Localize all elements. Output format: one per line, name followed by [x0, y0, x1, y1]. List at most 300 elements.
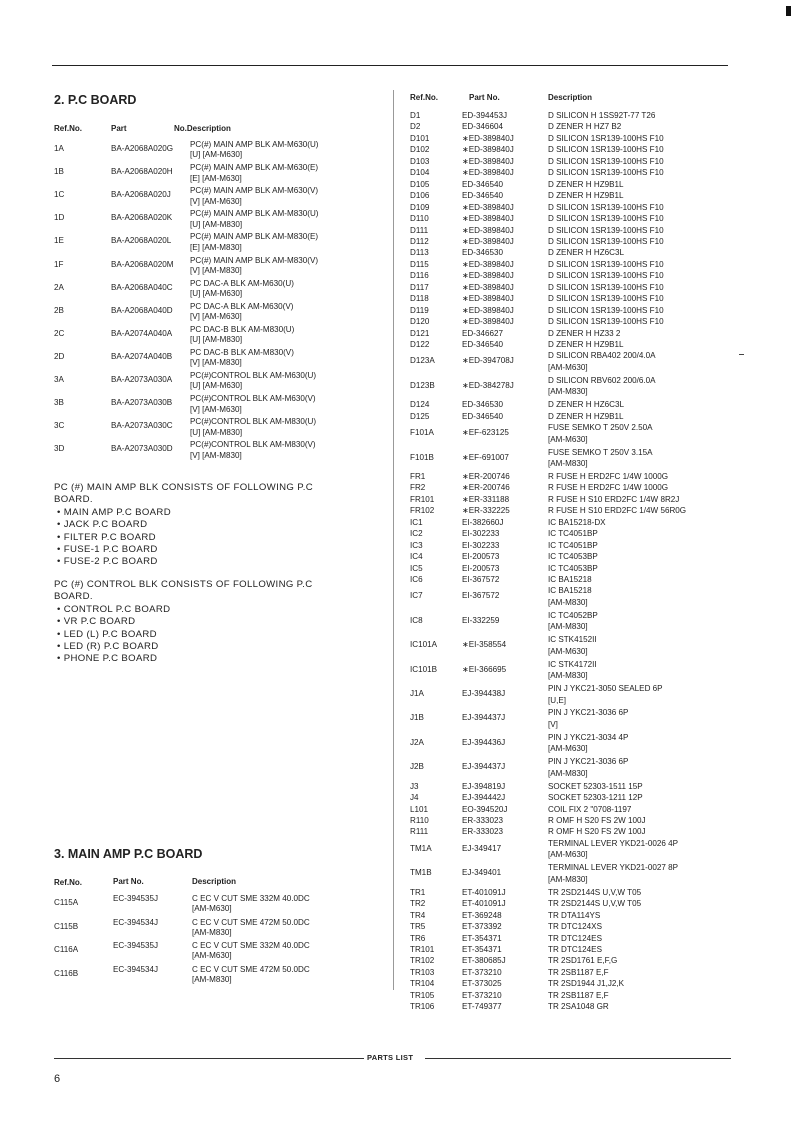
ref-no: C115A	[54, 898, 79, 907]
description-note: [AM-M630]	[548, 434, 588, 444]
ref-no: J1A	[410, 689, 424, 699]
page-number: 6	[54, 1073, 61, 1085]
part-no: EC-394535J	[113, 941, 158, 950]
part-no: ET-380685J	[462, 956, 506, 966]
ref-no: J3	[410, 781, 419, 791]
ref-no: FR101	[410, 494, 435, 504]
part-no: ∗ED-389840J	[462, 271, 514, 281]
description: PC(#)CONTROL BLK AM-M830(U)	[190, 417, 317, 427]
ref-no: TR106	[410, 1002, 435, 1012]
part-no: ∗ED-389840J	[462, 214, 514, 224]
description: D SILICON 1SR139-100HS F10	[548, 271, 664, 281]
note-heading: PC (#) CONTROL BLK CONSISTS OF FOLLOWING P.C	[54, 579, 313, 590]
part-no: ET-354371	[462, 933, 502, 943]
description-note: [V] [AM-M630]	[190, 312, 242, 322]
ref-no: D116	[410, 271, 429, 281]
description: PC(#)CONTROL BLK AM-M630(V)	[190, 394, 316, 404]
description: PC DAC-B BLK AM-M830(U)	[190, 324, 295, 334]
ref-no: 2C	[54, 328, 65, 338]
description: TERMINAL LEVER YKD21-0027 8P	[548, 863, 679, 873]
ref-no: 3C	[54, 421, 65, 431]
description: TERMINAL LEVER YKD21-0026 4P	[548, 838, 679, 848]
ref-no: FR1	[410, 471, 426, 481]
list-item: • FUSE-1 P.C BOARD	[57, 544, 158, 556]
description-note: [U] [AM-M830]	[190, 427, 243, 437]
part-no: EI-367572	[462, 575, 500, 584]
description: D ZENER H HZ33 2	[548, 328, 621, 338]
part-no: BA-A2068A020M	[111, 259, 174, 269]
ref-no: F101B	[410, 452, 434, 462]
description: PC(#) MAIN AMP BLK AM-M630(V)	[190, 186, 319, 196]
ref-no: D123A	[410, 356, 435, 366]
ref-no: IC1	[410, 517, 423, 527]
description: IC TC4053BP	[548, 563, 598, 573]
description: D ZENER H HZ6C3L	[548, 400, 625, 410]
description: COIL FIX 2 "0708-1197	[548, 804, 632, 814]
footer-rule-left	[54, 1058, 364, 1059]
ref-no: J4	[410, 793, 419, 803]
list-item: • LED (L) P.C BOARD	[57, 628, 157, 640]
part-no: ∗ED-389840J	[462, 282, 514, 292]
ref-no: IC5	[410, 563, 423, 573]
description-note: [V] [AM-M630]	[190, 196, 242, 206]
description: PC(#)CONTROL BLK AM-M630(U)	[190, 371, 317, 380]
part-no: ET-373392	[462, 922, 502, 932]
part-no: ∗ER-200746	[462, 471, 510, 481]
ref-no: D120	[410, 317, 430, 327]
ref-no: D123B	[410, 380, 435, 390]
ref-no: D103	[410, 156, 430, 166]
ref-no: 1B	[54, 167, 64, 177]
part-no: BA-A2073A030D	[111, 444, 173, 454]
ref-no: TM1A	[410, 843, 432, 853]
description: IC BA15218	[548, 575, 592, 584]
part-no: EI-302233	[462, 540, 500, 550]
description: SOCKET 52303-1211 12P	[548, 793, 643, 803]
ref-no: IC6	[410, 575, 423, 584]
description: FUSE SEMKO T 250V 2.50A	[548, 423, 653, 433]
part-no: BA-A2068A040C	[111, 282, 173, 292]
description: FUSE SEMKO T 250V 3.15A	[548, 447, 653, 457]
description: TR DTC124XS	[548, 922, 602, 932]
ref-no: 1F	[54, 259, 64, 269]
description: D ZENER H HZ9B1L	[548, 411, 624, 421]
description-note: [AM-M830]	[548, 459, 588, 468]
part-no: ET-354371	[462, 944, 502, 954]
ref-no: TR105	[410, 990, 435, 1000]
ref-no: 1D	[54, 213, 65, 223]
right-header-part: Part No.	[469, 93, 500, 102]
description-note: [AM-M630]	[548, 646, 588, 656]
part-no: EJ-394437J	[462, 713, 506, 723]
part-no: EO-394520J	[462, 804, 508, 814]
ref-no: TR1	[410, 887, 426, 897]
description: D ZENER H HZ9B1L	[548, 340, 624, 349]
list-item: • LED (R) P.C BOARD	[57, 641, 159, 653]
description: TR 2SB1187 E,F	[548, 990, 609, 1000]
ref-no: D121	[410, 328, 430, 338]
description: R FUSE H S10 ERD2FC 1/4W 8R2J	[548, 494, 680, 504]
description-note: [U] [AM-M630]	[190, 381, 243, 391]
ref-no: F101A	[410, 428, 434, 438]
description: PC(#) MAIN AMP BLK AM-M830(E)	[190, 232, 319, 242]
ref-no: J2A	[410, 737, 424, 747]
part-no: ED-346530	[462, 400, 503, 410]
ref-no: D106	[410, 191, 430, 201]
part-no: ∗EF-691007	[462, 452, 509, 462]
part-no: EI-382660J	[462, 517, 504, 527]
part-no: ∗ED-389840J	[462, 294, 514, 304]
description-note: [V] [AM-M830]	[190, 265, 242, 275]
ref-no: L101	[410, 804, 429, 814]
margin-dash	[739, 354, 744, 355]
description: IC TC4052BP	[548, 610, 598, 620]
ref-no: D122	[410, 340, 430, 349]
part-no: ED-346540	[462, 179, 503, 189]
ref-no: C115B	[54, 921, 79, 931]
description: PC DAC-A BLK AM-M630(U)	[190, 278, 294, 288]
part-no: ED-346540	[462, 411, 503, 421]
description: PIN J YKC21-3050 SEALED 6P	[548, 684, 663, 694]
description: D SILICON 1SR139-100HS F10	[548, 294, 664, 304]
footer-rule-right	[425, 1058, 731, 1059]
part-no: EC-394534J	[113, 964, 158, 974]
description-note: [U,E]	[548, 695, 566, 705]
description: PC DAC-A BLK AM-M630(V)	[190, 301, 294, 311]
part-no: ∗EI-358554	[462, 640, 507, 650]
part-no: ED-346540	[462, 191, 503, 201]
description: PC DAC-B BLK AM-M830(V)	[190, 347, 294, 357]
ref-no: FR102	[410, 506, 435, 516]
part-no: ∗EI-366695	[462, 664, 507, 674]
list-item: • VR P.C BOARD	[57, 616, 136, 628]
ref-no: 3B	[54, 398, 64, 408]
part-no: BA-A2068A020K	[111, 213, 173, 223]
part-no: EC-394535J	[113, 894, 158, 903]
description-note: [E] [AM-M630]	[190, 173, 242, 183]
description-note: [AM-M630]	[192, 904, 232, 914]
description-note: [U] [AM-M830]	[190, 219, 243, 229]
pc-board-header-desc: No.Description	[174, 124, 231, 133]
part-no: BA-A2068A020L	[111, 236, 172, 246]
description: IC TC4051BP	[548, 529, 598, 539]
description: TR DTC124ES	[548, 944, 602, 954]
part-no: ED-346627	[462, 328, 503, 338]
ref-no: 3D	[54, 444, 65, 454]
part-no: EI-200573	[462, 563, 500, 573]
pc-board-header-part: Part	[111, 124, 127, 133]
ref-no: IC4	[410, 552, 423, 562]
description-note: [AM-M630]	[548, 850, 588, 860]
ref-no: R110	[410, 816, 429, 825]
ref-no: IC101B	[410, 664, 437, 674]
list-item: • MAIN AMP P.C BOARD	[57, 506, 171, 518]
description-note: [AM-M630]	[548, 744, 588, 754]
part-no: BA-A2068A040D	[111, 305, 173, 315]
note-heading: BOARD.	[54, 494, 93, 506]
ref-no: D117	[410, 282, 429, 292]
list-item: • JACK P.C BOARD	[57, 519, 148, 531]
description: SOCKET 52303-1511 15P	[548, 781, 643, 791]
footer-label: PARTS LIST	[367, 1053, 414, 1062]
ref-no: TR102	[410, 956, 435, 966]
part-no: BA-A2074A040B	[111, 351, 173, 361]
description-note: [AM-M830]	[548, 597, 588, 607]
part-no: ER-333023	[462, 816, 503, 825]
ref-no: 2A	[54, 282, 64, 292]
description: D SILICON RBV602 200/6.0A	[548, 375, 656, 385]
description: TR 2SD2144S U,V,W T05	[548, 887, 642, 897]
part-no: BA-A2073A030A	[111, 375, 173, 384]
note-heading: BOARD.	[54, 591, 93, 603]
description-note: [V] [AM-M630]	[190, 404, 242, 414]
description: D SILICON 1SR139-100HS F10	[548, 236, 664, 246]
description-note: [AM-M830]	[192, 927, 232, 937]
description: C EC V CUT SME 472M 50.0DC	[192, 964, 310, 974]
ref-no: TR101	[410, 944, 435, 954]
description-note: [AM-M830]	[548, 768, 588, 778]
description: R FUSE H ERD2FC 1/4W 1000G	[548, 483, 669, 493]
ref-no: IC2	[410, 529, 423, 539]
ref-no: D115	[410, 259, 429, 269]
ref-no: D118	[410, 294, 429, 304]
ref-no: 1E	[54, 236, 64, 246]
ref-no: D2	[410, 122, 421, 132]
description: R FUSE H ERD2FC 1/4W 1000G	[548, 471, 669, 481]
description: D SILICON 1SR139-100HS F10	[548, 259, 664, 269]
description: TR 2SA1048 GR	[548, 1002, 609, 1012]
description: D ZENER H HZ9B1L	[548, 179, 624, 189]
description: PIN J YKC21-3036 6P	[548, 757, 629, 767]
part-no: ED-394453J	[462, 111, 507, 120]
part-no: ∗ER-332225	[462, 506, 510, 516]
part-no: ∗ED-389840J	[462, 236, 514, 246]
description: TR DTA114YS	[548, 910, 601, 920]
description: TR 2SB1187 E,F	[548, 967, 609, 977]
description: D SILICON 1SR139-100HS F10	[548, 168, 664, 178]
description: R FUSE H S10 ERD2FC 1/4W 56R0G	[548, 506, 687, 516]
part-no: BA-A2068A020G	[111, 144, 174, 153]
part-no: BA-A2068A020H	[111, 167, 173, 177]
description-note: [U] [AM-M630]	[190, 150, 243, 160]
description-note: [E] [AM-M830]	[190, 242, 242, 252]
description: PC(#) MAIN AMP BLK AM-M830(U)	[190, 209, 319, 219]
description-note: [V]	[548, 719, 558, 729]
ref-no: TR104	[410, 979, 435, 989]
main-amp-title: 3. MAIN AMP P.C BOARD	[54, 847, 203, 861]
description: D ZENER H HZ7 B2	[548, 122, 622, 132]
description: D SILICON 1SR139-100HS F10	[548, 156, 664, 166]
main-amp-header-desc: Description	[192, 877, 237, 886]
part-no: ∗ED-389840J	[462, 259, 514, 269]
top-rule	[52, 65, 728, 66]
ref-no: IC8	[410, 615, 423, 625]
ref-no: TR5	[410, 922, 426, 932]
part-no: EJ-349401	[462, 868, 502, 878]
description: C EC V CUT SME 472M 50.0DC	[192, 917, 310, 927]
description: D SILICON 1SR139-100HS F10	[548, 133, 664, 143]
part-no: ∗EF-623125	[462, 428, 509, 438]
ref-no: D113	[410, 248, 429, 258]
part-no: ∗ER-200746	[462, 483, 510, 493]
part-no: ET-401091J	[462, 899, 506, 909]
ref-no: D105	[410, 179, 430, 189]
description: D ZENER H HZ9B1L	[548, 191, 624, 201]
ref-no: R111	[410, 827, 429, 837]
description: IC TC4053BP	[548, 552, 598, 562]
description-note: [V] [AM-M830]	[190, 450, 242, 460]
pc-board-header-ref: Ref.No.	[54, 124, 82, 133]
part-no: EI-367572	[462, 591, 500, 601]
ref-no: TR2	[410, 899, 426, 909]
part-no: EJ-394819J	[462, 781, 506, 791]
ref-no: J1B	[410, 713, 424, 723]
list-item: • PHONE P.C BOARD	[57, 653, 158, 665]
part-no: ∗ED-389840J	[462, 225, 514, 235]
ref-no: TR4	[410, 910, 426, 920]
description-note: [AM-M830]	[548, 387, 588, 397]
ref-no: 1A	[54, 144, 64, 153]
part-no: ∗ED-389840J	[462, 168, 514, 178]
ref-no: D111	[410, 225, 429, 235]
description: C EC V CUT SME 332M 40.0DC	[192, 941, 310, 950]
part-no: ∗ED-389840J	[462, 202, 514, 212]
column-divider	[393, 90, 394, 990]
description-note: [AM-M830]	[548, 622, 588, 632]
ref-no: D119	[410, 305, 429, 315]
part-no: ER-333023	[462, 827, 503, 837]
ref-no: C116B	[54, 968, 79, 978]
ref-no: 3A	[54, 375, 64, 384]
ref-no: IC3	[410, 540, 423, 550]
description: IC BA15218-DX	[548, 517, 606, 527]
ref-no: 2D	[54, 351, 65, 361]
part-no: EJ-394436J	[462, 737, 506, 747]
part-no: EI-302233	[462, 529, 500, 539]
description: PC(#)CONTROL BLK AM-M830(V)	[190, 440, 316, 450]
part-no: ∗ED-384278J	[462, 380, 514, 390]
part-no: ET-749377	[462, 1002, 502, 1012]
description: IC STK4172II	[548, 659, 597, 669]
description: D SILICON 1SR139-100HS F10	[548, 282, 664, 292]
description: IC STK4152II	[548, 635, 597, 645]
part-no: ET-401091J	[462, 887, 506, 897]
ref-no: FR2	[410, 483, 426, 493]
description: D SILICON 1SR139-100HS F10	[548, 305, 664, 315]
ref-no: 2B	[54, 305, 64, 315]
part-no: BA-A2068A020J	[111, 190, 171, 200]
ref-no: C116A	[54, 945, 79, 954]
part-no: EJ-394442J	[462, 793, 506, 803]
part-no: ∗ED-394708J	[462, 356, 514, 366]
part-no: ∗ED-389840J	[462, 133, 514, 143]
part-no: EI-200573	[462, 552, 500, 562]
right-header-ref: Ref.No.	[410, 93, 438, 102]
ref-no: D110	[410, 214, 429, 224]
part-no: ED-346540	[462, 340, 503, 349]
ref-no: D109	[410, 202, 430, 212]
part-no: ∗ED-389840J	[462, 305, 514, 315]
description: D SILICON RBA402 200/4.0A	[548, 351, 656, 361]
description-note: [AM-M630]	[192, 951, 232, 961]
ref-no: D102	[410, 145, 430, 155]
description: PC(#) MAIN AMP BLK AM-M630(E)	[190, 163, 319, 173]
description: C EC V CUT SME 332M 40.0DC	[192, 894, 310, 903]
part-no: ∗ED-389840J	[462, 317, 514, 327]
description-note: [AM-M830]	[192, 974, 232, 984]
ref-no: J2B	[410, 762, 424, 772]
ref-no: D112	[410, 236, 429, 246]
ref-no: D1	[410, 111, 421, 120]
main-amp-header-part: Part No.	[113, 877, 144, 886]
description: TR 2SD1761 E,F,G	[548, 956, 618, 966]
corner-mark	[786, 6, 791, 16]
description-note: [AM-M630]	[548, 362, 588, 372]
part-no: EI-332259	[462, 615, 500, 625]
part-no: ∗ER-331188	[462, 494, 510, 504]
ref-no: 1C	[54, 190, 65, 200]
part-no: ED-346530	[462, 248, 503, 258]
ref-no: IC101A	[410, 640, 437, 650]
description: PIN J YKC21-3034 4P	[548, 732, 629, 742]
description: PC(#) MAIN AMP BLK AM-M830(V)	[190, 255, 319, 265]
part-no: EJ-349417	[462, 843, 502, 853]
control-blk-note	[54, 579, 312, 666]
part-no: ∗ED-389840J	[462, 145, 514, 155]
description: R OMF H S20 FS 2W 100J	[548, 827, 646, 837]
part-no: BA-A2073A030C	[111, 421, 173, 431]
ref-no: D101	[410, 133, 430, 143]
part-no: ET-373210	[462, 967, 502, 977]
part-no: BA-A2073A030B	[111, 398, 173, 408]
part-no: ED-346604	[462, 122, 503, 132]
part-no: EJ-394437J	[462, 762, 506, 772]
right-header-desc: Description	[548, 93, 593, 102]
description: D SILICON 1SR139-100HS F10	[548, 225, 664, 235]
part-no: EJ-394438J	[462, 689, 506, 699]
part-no: ∗ED-389840J	[462, 156, 514, 166]
description: D SILICON 1SR139-100HS F10	[548, 202, 664, 212]
description: IC TC4051BP	[548, 540, 598, 550]
description-note: [AM-M830]	[548, 874, 588, 884]
description: D SILICON H 1SS92T-77 T26	[548, 111, 656, 120]
ref-no: D124	[410, 400, 430, 410]
main-amp-blk-note	[54, 482, 313, 569]
list-item: • CONTROL P.C BOARD	[57, 603, 171, 615]
description: D SILICON 1SR139-100HS F10	[548, 214, 664, 224]
part-no: ET-373210	[462, 990, 502, 1000]
description-note: [U] [AM-M630]	[190, 289, 243, 298]
description-note: [V] [AM-M830]	[190, 358, 242, 368]
list-item: • FILTER P.C BOARD	[57, 531, 156, 543]
ref-no: TM1B	[410, 868, 432, 878]
list-item: • FUSE-2 P.C BOARD	[57, 556, 158, 568]
description: TR 2SD2144S U,V,W T05	[548, 899, 642, 909]
ref-no: TR6	[410, 933, 426, 943]
ref-no: IC7	[410, 591, 423, 601]
description-note: [U] [AM-M830]	[190, 335, 243, 345]
pc-board-title: 2. P.C BOARD	[54, 93, 137, 107]
description: PC(#) MAIN AMP BLK AM-M630(U)	[190, 140, 319, 149]
description: IC BA15218	[548, 586, 592, 596]
description: R OMF H S20 FS 2W 100J	[548, 816, 646, 825]
part-no: ET-373025	[462, 979, 502, 989]
note-heading: PC (#) MAIN AMP BLK CONSISTS OF FOLLOWING P.C	[54, 482, 314, 493]
description: D ZENER H HZ6C3L	[548, 248, 625, 258]
description: TR 2SD1944 J1,J2,K	[548, 979, 625, 989]
part-no: EC-394534J	[113, 917, 158, 927]
description: D SILICON 1SR139-100HS F10	[548, 145, 664, 155]
